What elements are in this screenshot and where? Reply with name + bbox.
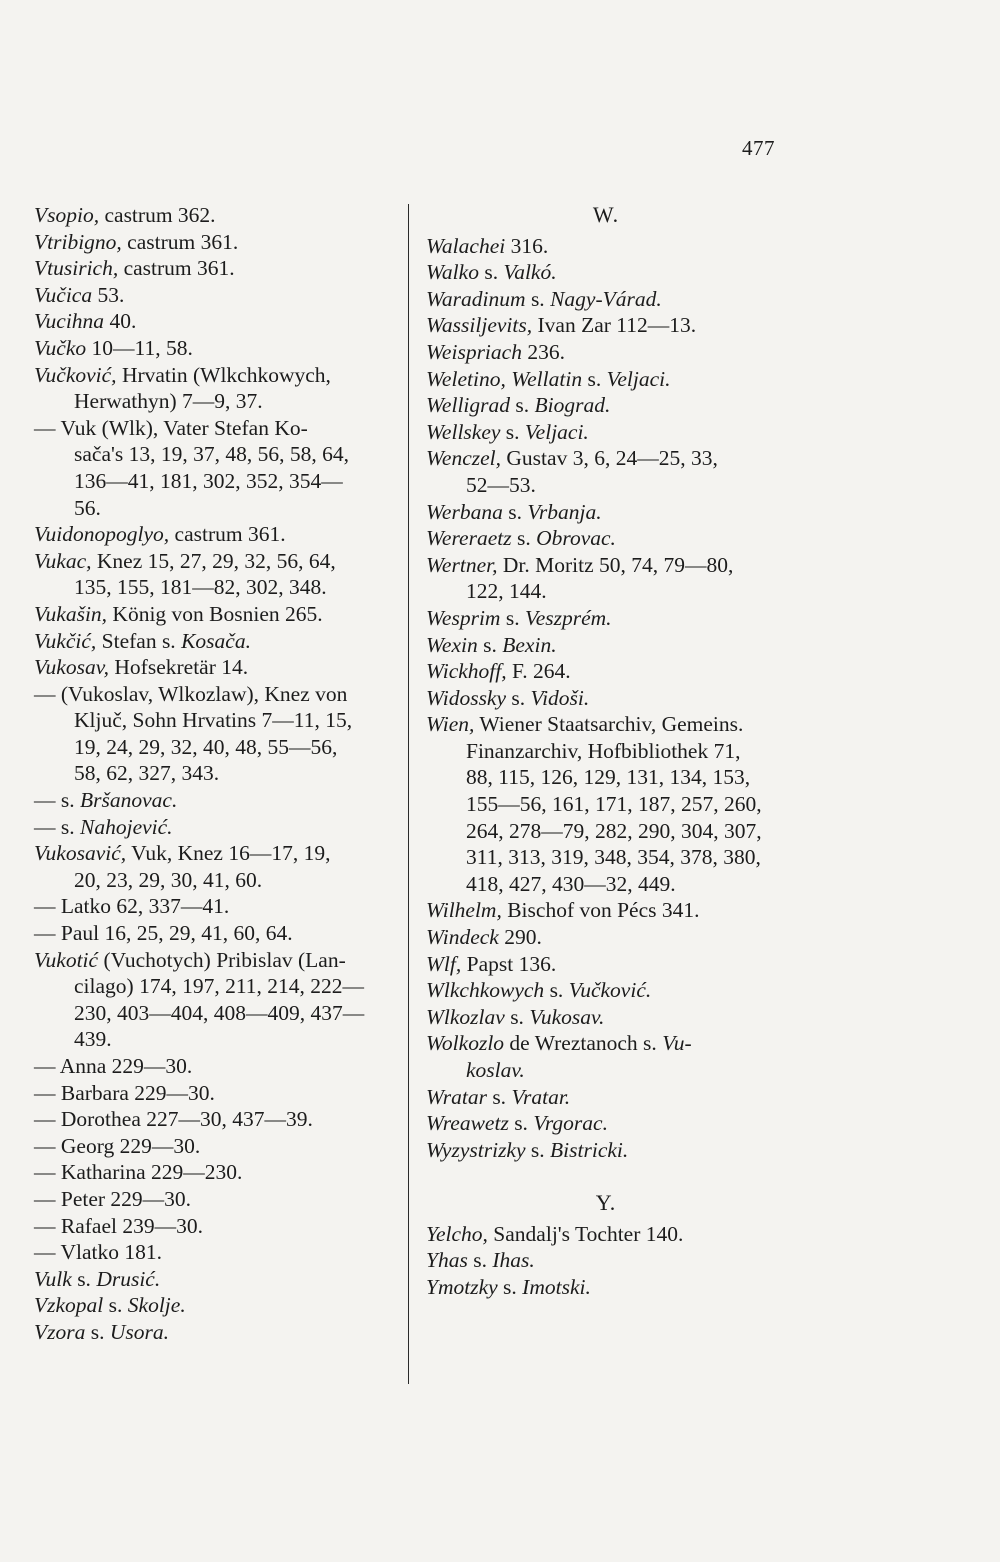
- entry-text: s.: [486, 1084, 512, 1109]
- entry-continuation: 19, 24, 29, 32, 40, 48, 55—56,: [74, 734, 338, 759]
- index-entry: [34, 814, 399, 841]
- entry-text: s.: [582, 366, 607, 391]
- index-entry: [34, 628, 399, 655]
- index-entry: [426, 632, 786, 659]
- entry-headword: Wyzystrizky: [426, 1137, 526, 1162]
- index-entry: [426, 977, 786, 1004]
- entry-text: castrum 361.: [118, 256, 235, 281]
- entry-text: Hrvatin (Wlkchkowych,: [116, 362, 331, 387]
- entry-text: s.: [508, 1111, 534, 1136]
- entry-headword: Vtribigno,: [34, 229, 122, 254]
- index-entry: [426, 897, 786, 924]
- index-entry: [426, 711, 786, 897]
- index-entry: [426, 499, 786, 526]
- entry-text: s.: [525, 1137, 551, 1162]
- entry-crossref: Vratar.: [511, 1084, 571, 1109]
- entry-crossref: Vukosav.: [529, 1004, 605, 1029]
- entry-continuation: 135, 155, 181—82, 302, 348.: [74, 575, 327, 600]
- entry-text: s.: [511, 526, 537, 551]
- entry-text: castrum 362.: [99, 203, 216, 227]
- index-entry: [34, 893, 399, 920]
- entry-text: Vuk, Knez 16—17, 19,: [126, 841, 331, 866]
- index-entry: [426, 259, 786, 286]
- entry-headword: — Georg 229—30.: [34, 1133, 201, 1158]
- index-entry: [34, 947, 399, 1053]
- index-entry: [34, 1106, 399, 1133]
- entry-headword: — Vuk (Wlk), Vater Stefan Ko-: [34, 415, 308, 440]
- entry-text: s.: [504, 1004, 530, 1029]
- entry-crossref: Veszprém.: [524, 605, 612, 630]
- entry-headword: Wenczel,: [426, 446, 502, 471]
- index-entry: [34, 1319, 399, 1346]
- index-entry: [426, 1084, 786, 1111]
- entry-headword: Vuidonopoglyo,: [34, 522, 170, 547]
- entry-crossref: Valkó.: [503, 260, 557, 285]
- entry-crossref: Nagy-Várad.: [550, 286, 662, 311]
- index-entry: [426, 1137, 786, 1164]
- entry-headword: Vucihna: [34, 309, 105, 334]
- section-heading-w: W.: [592, 202, 620, 227]
- entry-headword: Vulk: [34, 1266, 72, 1291]
- entry-continuation: 58, 62, 327, 343.: [74, 761, 220, 786]
- entry-text: s.: [544, 978, 569, 1003]
- entry-crossref: Kosača.: [181, 628, 251, 653]
- entry-headword: Werbana: [426, 499, 503, 524]
- entry-crossref: Usora.: [109, 1319, 170, 1344]
- index-entry: [426, 233, 786, 260]
- entry-headword: — Latko 62, 337—41.: [34, 894, 230, 919]
- entry-headword: Vtusirich,: [34, 256, 119, 281]
- index-entry: [34, 308, 399, 335]
- entry-headword: — Katharina 229—230.: [34, 1160, 243, 1185]
- entry-text: de Wreztanoch s.: [504, 1031, 663, 1056]
- entry-text: Hofsekretär 14.: [109, 655, 249, 680]
- entry-headword: Wickhoff,: [426, 659, 507, 684]
- entry-text: Dr. Moritz 50, 74, 79—80,: [497, 552, 734, 577]
- entry-crossref: Vučković.: [568, 978, 652, 1003]
- entry-headword: Walko: [426, 260, 479, 285]
- entry-text: 236.: [521, 339, 565, 364]
- entry-headword: — Dorothea 227—30, 437—39.: [34, 1107, 313, 1132]
- entry-text: s.: [497, 1274, 523, 1299]
- entry-headword: Wlkozlav: [426, 1004, 505, 1029]
- entry-headword: — Vlatko 181.: [34, 1240, 163, 1265]
- entry-headword: Wilhelm,: [426, 898, 502, 923]
- entry-continuation: Herwathyn) 7—9, 37.: [74, 389, 263, 414]
- entry-text: s.: [467, 1248, 493, 1273]
- entry-text: Papst 136.: [461, 951, 557, 976]
- index-entry: [34, 681, 399, 787]
- index-entry: [34, 229, 399, 256]
- entry-text: Stefan s.: [96, 628, 182, 653]
- entry-headword: Vučković,: [34, 362, 117, 387]
- entry-text: s.: [71, 1266, 97, 1291]
- entry-text: s.: [478, 260, 504, 285]
- entry-text: Knez 15, 27, 29, 32, 56, 64,: [91, 548, 336, 573]
- entry-text: castrum 361.: [121, 229, 239, 254]
- entry-headword: Wlkchkowych: [426, 978, 545, 1003]
- entry-crossref: Veljaci.: [606, 366, 671, 391]
- index-entry: [426, 366, 786, 393]
- index-entry: [34, 415, 399, 521]
- entry-text: s.: [477, 632, 503, 657]
- entry-headword: — (Vukoslav, Wlkozlaw), Knez von: [34, 681, 348, 706]
- entry-headword: Vukotić: [34, 947, 99, 972]
- entry-headword: Wesprim: [426, 605, 501, 630]
- entry-text: Wiener Staatsarchiv, Gemeins.: [474, 712, 744, 737]
- entry-headword: Vzkopal: [34, 1293, 104, 1318]
- entry-text: s.: [525, 286, 551, 311]
- index-entry: [426, 924, 786, 951]
- index-entry: [426, 1274, 786, 1301]
- index-entry: [34, 787, 399, 814]
- entry-headword: Ymotzky: [426, 1274, 498, 1299]
- entry-crossref: Vu-: [662, 1031, 692, 1056]
- entry-headword: Vukosavić,: [34, 841, 127, 866]
- entry-text: s.: [103, 1293, 128, 1318]
- index-entry: [426, 1247, 786, 1274]
- index-entry: [426, 685, 786, 712]
- entry-text: Ivan Zar 112—13.: [532, 313, 697, 338]
- entry-continuation: cilago) 174, 197, 211, 214, 222—: [74, 974, 365, 999]
- index-entry: [426, 1030, 786, 1083]
- index-entry: [34, 255, 399, 282]
- entry-headword: Wien,: [426, 712, 475, 737]
- entry-continuation: 230, 403—404, 408—409, 437—: [74, 1000, 365, 1025]
- index-entry: [426, 312, 786, 339]
- entry-headword: — Paul 16, 25, 29, 41, 60, 64.: [34, 921, 293, 946]
- entry-continuation: Ključ, Sohn Hrvatins 7—11, 15,: [74, 708, 353, 733]
- entry-headword: Vučica: [34, 282, 93, 307]
- entry-headword: — Rafael 239—30.: [34, 1213, 203, 1238]
- entry-continuation: 56.: [74, 495, 101, 520]
- index-entry: [34, 1239, 399, 1266]
- index-entry: [426, 605, 786, 632]
- entry-headword: Vsopio,: [34, 203, 100, 227]
- entry-text: s.: [510, 393, 535, 418]
- entry-headword: Wexin: [426, 632, 478, 657]
- index-entry: [426, 1004, 786, 1031]
- entry-crossref: Veljaci.: [524, 419, 589, 444]
- column-divider: [408, 204, 409, 1384]
- entry-headword: Vučko: [34, 335, 87, 360]
- entry-headword: Weletino, Wellatin: [426, 366, 583, 391]
- index-entry: [34, 654, 399, 681]
- entry-headword: — s.: [34, 788, 80, 813]
- index-entry: [34, 1053, 399, 1080]
- entry-crossref: Skolje.: [127, 1293, 186, 1318]
- index-entry: [426, 1110, 786, 1137]
- index-entry: [426, 658, 786, 685]
- entry-continuation: 136—41, 181, 302, 352, 354—: [74, 468, 343, 493]
- index-entry: [426, 445, 786, 498]
- entry-continuation: 311, 313, 319, 348, 354, 378, 380,: [466, 845, 761, 870]
- index-column-right: [426, 202, 786, 1300]
- entry-continuation: 88, 115, 126, 129, 131, 134, 153,: [466, 765, 751, 790]
- index-entry: [34, 1159, 399, 1186]
- index-entry: [34, 1080, 399, 1107]
- index-entry: [426, 552, 786, 605]
- section-heading-y: Y.: [595, 1189, 617, 1215]
- entry-text: Bischof von Pécs 341.: [501, 898, 700, 923]
- entry-continuation: 155—56, 161, 171, 187, 257, 260,: [466, 792, 762, 817]
- entry-text: Sandalj's Tochter 140.: [487, 1221, 684, 1246]
- entry-headword: Walachei: [426, 233, 506, 258]
- entry-continuation: 264, 278—79, 282, 290, 304, 307,: [466, 818, 762, 843]
- entry-text: castrum 361.: [169, 522, 286, 547]
- index-entry: [426, 419, 786, 446]
- index-entry: [34, 1133, 399, 1160]
- index-entry: [34, 362, 399, 415]
- entry-headword: Wereraetz: [426, 526, 512, 551]
- entry-headword: Wreawetz: [426, 1111, 509, 1136]
- entry-continuation: 122, 144.: [466, 579, 547, 604]
- entry-text: König von Bosnien 265.: [107, 601, 323, 626]
- index-entry: [34, 548, 399, 601]
- entry-continuation: sača's 13, 19, 37, 48, 56, 58, 64,: [74, 442, 349, 467]
- index-entry: [426, 392, 786, 419]
- index-entry: [34, 1186, 399, 1213]
- entry-continuation: koslav.: [466, 1058, 525, 1082]
- index-entry: [426, 525, 786, 552]
- entry-text: 53.: [92, 282, 125, 307]
- index-entry: [426, 286, 786, 313]
- entry-headword: Vukašin,: [34, 601, 108, 626]
- index-entry: [34, 1292, 399, 1319]
- index-entry: [34, 920, 399, 947]
- entry-crossref: Obrovac.: [536, 526, 616, 551]
- entry-continuation: 439.: [74, 1027, 112, 1052]
- entry-text: s.: [500, 605, 525, 630]
- entry-headword: Wolkozlo: [426, 1031, 505, 1056]
- index-entry: [34, 202, 399, 229]
- entry-crossref: Vidoši.: [530, 685, 590, 710]
- entry-headword: Yhas: [426, 1248, 468, 1273]
- entry-crossref: Biograd.: [534, 393, 611, 418]
- entry-continuation: Finanzarchiv, Hofbibliothek 71,: [466, 738, 741, 763]
- entry-crossref: Drusić.: [96, 1266, 161, 1291]
- index-column-left: [34, 202, 399, 1346]
- entry-text: s.: [500, 419, 525, 444]
- entry-continuation: 20, 23, 29, 30, 41, 60.: [74, 867, 263, 892]
- entry-headword: Welligrad: [426, 393, 511, 418]
- entry-crossref: Bršanovac.: [80, 788, 178, 813]
- entry-text: F. 264.: [506, 659, 571, 684]
- entry-continuation: 418, 427, 430—32, 449.: [466, 871, 676, 896]
- entry-headword: — s.: [34, 814, 80, 839]
- entry-headword: Vukac,: [34, 548, 92, 573]
- entry-crossref: Bistricki.: [550, 1137, 629, 1162]
- index-entry: [426, 951, 786, 978]
- entry-text: 316.: [505, 233, 549, 258]
- entry-headword: Vukčić,: [34, 628, 97, 653]
- entry-crossref: Ihas.: [492, 1248, 535, 1273]
- entry-text: Gustav 3, 6, 24—25, 33,: [501, 446, 718, 471]
- entry-continuation: 52—53.: [466, 472, 536, 497]
- index-entry: [34, 521, 399, 548]
- entry-text: 10—11, 58.: [86, 335, 193, 360]
- entry-crossref: Bexin.: [502, 632, 557, 657]
- entry-headword: Wratar: [426, 1084, 487, 1109]
- entry-headword: Vukosav,: [34, 655, 110, 680]
- page-number: 477: [742, 136, 775, 160]
- entry-crossref: Vrgorac.: [533, 1111, 608, 1136]
- entry-headword: Wertner,: [426, 552, 498, 577]
- index-entry: [426, 1221, 786, 1248]
- entry-crossref: Vrbanja.: [527, 499, 602, 524]
- entry-text: 40.: [104, 309, 137, 334]
- index-entry: [34, 840, 399, 893]
- entry-headword: — Peter 229—30.: [34, 1186, 192, 1211]
- entry-text: s.: [85, 1319, 110, 1344]
- entry-headword: Wlf,: [426, 951, 462, 976]
- entry-headword: Windeck: [426, 925, 499, 950]
- entry-text: 290.: [498, 925, 542, 950]
- entry-headword: Yelcho,: [426, 1221, 488, 1246]
- entry-headword: Vzora: [34, 1319, 86, 1344]
- entry-headword: — Anna 229—30.: [34, 1054, 193, 1078]
- entry-headword: — Barbara 229—30.: [34, 1080, 215, 1105]
- index-entry: [34, 282, 399, 309]
- entry-headword: Wellskey: [426, 419, 501, 444]
- index-entry: [426, 339, 786, 366]
- entry-headword: Weispriach: [426, 339, 522, 364]
- entry-headword: Wassiljevits,: [426, 313, 533, 338]
- entry-text: (Vuchotych) Pribislav (Lan-: [98, 947, 346, 972]
- entry-crossref: Nahojević.: [80, 814, 173, 839]
- index-entry: [34, 1266, 399, 1293]
- entry-headword: Widossky: [426, 685, 507, 710]
- entry-headword: Waradinum: [426, 286, 526, 311]
- entry-text: s.: [506, 685, 531, 710]
- index-entry: [34, 601, 399, 628]
- index-entry: [34, 1213, 399, 1240]
- entry-text: s.: [502, 499, 528, 524]
- index-entry: [34, 335, 399, 362]
- entry-crossref: Imotski.: [522, 1274, 591, 1299]
